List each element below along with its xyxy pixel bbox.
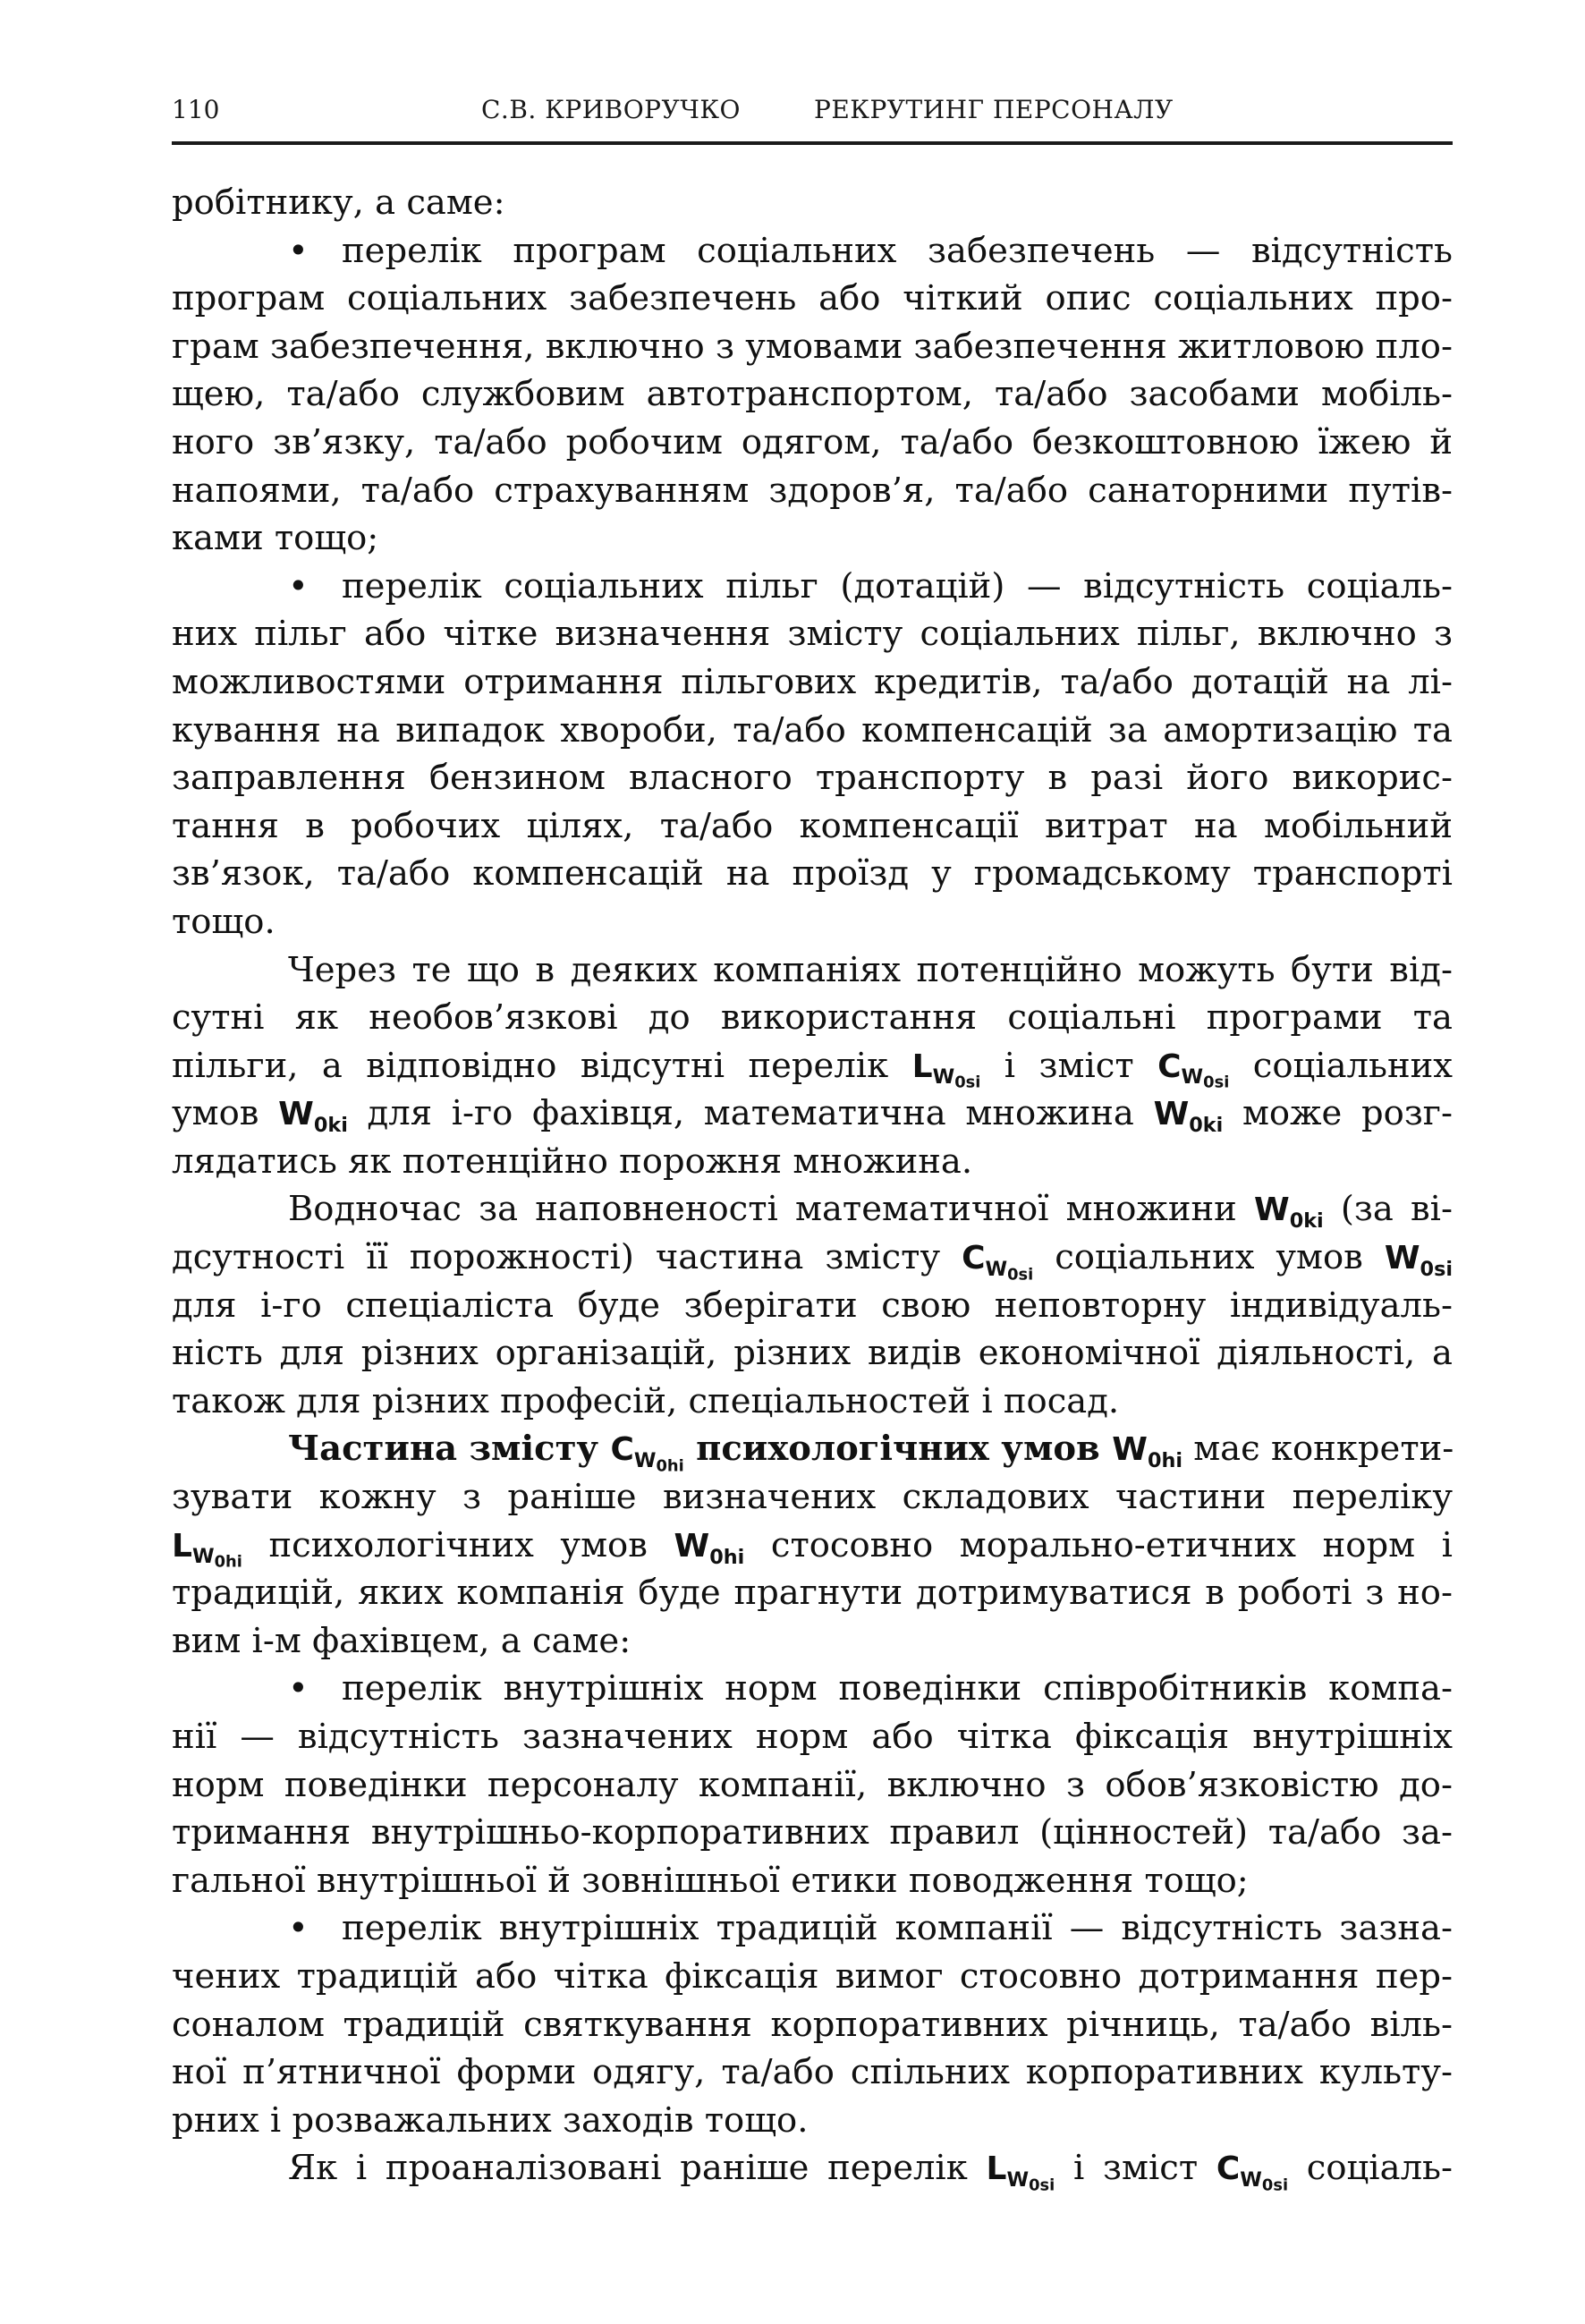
text-line: також для різних професій, спеціальностей і посад. <box>172 1380 1120 1421</box>
header-book-title: РЕКРУТИНГ ПЕРСОНАЛУ <box>814 95 1174 124</box>
text-line: перелік програм соціальних забезпечень — відсутність <box>342 230 1453 271</box>
running-header <box>172 91 1453 145</box>
math-symbol-W0ki: $W_{0ki}$ <box>1253 1192 1324 1234</box>
math-symbol-W0hi: $W_{0hi}$ <box>674 1527 745 1569</box>
math-symbol-W0ki: $W_{0ki}$ <box>1153 1096 1224 1138</box>
bullet-icon: • <box>288 1908 309 1949</box>
text-line: гальної внутрішньої й зовнішньої етики поводження тощо; <box>172 1860 1249 1901</box>
text-line: сутні як необов’язкові до використання соціальні програми та <box>172 997 1453 1039</box>
text-line: Водночас за наповненості математичної множини $W_{0ki}$ (за ві- <box>288 1189 1453 1234</box>
text-line: чених традицій або чітка фіксація вимог стосовно дотримання пер- <box>172 1955 1453 1997</box>
text-line: $L_{W_{0hi}}$ психологічних умов $W_{0hi}$ стосовно морально-етичних норм і <box>172 1524 1453 1572</box>
text-line: пільги, а відповідно відсутні перелік $L_{W_{0si}}$ і зміст $C_{W_{0si}}$ соціальних <box>172 1045 1453 1092</box>
text-line: умов $W_{0ki}$ для і-го фахівця, математична множина $W_{0ki}$ може розг- <box>172 1093 1453 1138</box>
bullet-item <box>172 563 1453 611</box>
text-line: вим і-м фахівцем, а саме: <box>172 1620 631 1661</box>
math-symbol-L-W0si: $L_{W_{0si}}$ <box>986 2150 1055 2195</box>
text-line: норм поведінки персоналу компанії, включно з обов’язковістю до- <box>172 1764 1453 1805</box>
bullet-icon: • <box>288 1668 309 1709</box>
text-line: робітнику, а саме: <box>172 182 505 223</box>
text-line: програм соціальних забезпечень або чіткий опис соціальних про- <box>172 278 1453 319</box>
math-symbol-C-W0hi: $C_{W_{0hi}}$ <box>610 1431 684 1476</box>
text-line: можливостями отримання пільгових кредитів, та/або дотацій на лі- <box>172 661 1453 702</box>
text-line: для і-го спеціаліста буде зберігати свою неповторну індивідуаль- <box>172 1285 1453 1326</box>
text-line: традицій, яких компанія буде прагнути дотримуватися в роботі з но- <box>172 1573 1453 1614</box>
text-line: тощо. <box>172 901 275 942</box>
text-line: лядатись як потенційно порожня множина. <box>172 1141 973 1182</box>
header-author: С.В. КРИВОРУЧКО <box>481 95 742 124</box>
text-line: нії — відсутність зазначених норм або чітка фіксація внутрішніх <box>172 1717 1453 1757</box>
bold-lead: психологічних умов <box>683 1429 1113 1470</box>
bullet-icon: • <box>288 230 309 271</box>
text-line: ного зв’язку, та/або робочим одягом, та/або безкоштовною їжею й <box>172 421 1453 462</box>
text-line: ками тощо; <box>172 518 379 559</box>
math-symbol-W0si: $W_{0si}$ <box>1384 1240 1454 1281</box>
math-symbol-L-W0hi: $L_{W_{0hi}}$ <box>172 1527 242 1572</box>
math-symbol-C-W0si: $C_{W_{0si}}$ <box>1157 1047 1230 1092</box>
math-symbol-L-W0si: $L_{W_{0si}}$ <box>911 1047 981 1092</box>
math-symbol-W0ki: $W_{0ki}$ <box>278 1096 348 1138</box>
text-line: них пільг або чітке визначення змісту соціальних пільг, включно з <box>172 614 1453 655</box>
text-line: Частина змісту $C_{W_{0hi}}$ психологічних умов $W_{0hi}$ має конкрети- <box>288 1429 1454 1476</box>
text-line: тримання внутрішньо-корпоративних правил (цінностей) та/або за- <box>172 1812 1453 1853</box>
text-line: кування на випадок хвороби, та/або компенсацій за амортизацію та <box>172 709 1453 751</box>
text-line: заправлення бензином власного транспорту в разі його викорис- <box>172 758 1453 799</box>
bullet-item <box>172 1904 1453 1953</box>
text-line: грам забезпечення, включно з умовами забезпечення житловою пло- <box>172 326 1453 367</box>
text-line: дсутності її порожності) частина змісту $C_{W_{0si}}$ соціальних умов $W_{0si}$ <box>172 1237 1454 1285</box>
text-line: зв’язок, та/або компенсацій на проїзд у громадському транспорті <box>172 853 1453 895</box>
text-line: щею, та/або службовим автотранспортом, та/або засобами мобіль- <box>172 374 1453 415</box>
text-line: рних і розважальних заходів тощо. <box>172 2099 809 2141</box>
math-symbol-C-W0si: $C_{W_{0si}}$ <box>962 1240 1034 1285</box>
text-line: зувати кожну з раніше визначених складових частини переліку <box>172 1477 1453 1518</box>
bullet-item <box>172 1665 1453 1713</box>
text-line: тання в робочих цілях, та/або компенсації витрат на мобільний <box>172 805 1453 846</box>
text-line: перелік соціальних пільг (дотацій) — відсутність соціаль- <box>342 565 1453 606</box>
page-body <box>172 179 1453 2193</box>
page-number: 110 <box>172 95 220 124</box>
text-line: напоями, та/або страхуванням здоров’я, та/або санаторними путів- <box>172 470 1453 511</box>
math-symbol-W0hi: $W_{0hi}$ <box>1112 1431 1182 1473</box>
bullet-icon: • <box>288 565 309 606</box>
math-symbol-C-W0si: $C_{W_{0si}}$ <box>1216 2150 1289 2195</box>
text-line: ність для різних організацій, різних видів економічної діяльності, а <box>172 1333 1453 1374</box>
bullet-item <box>172 227 1453 276</box>
bold-lead: Частина змісту <box>288 1429 611 1470</box>
text-line: Як і проаналізовані раніше перелік $L_{W_{0si}}$ і зміст $C_{W_{0si}}$ соціаль- <box>288 2148 1453 2195</box>
text-line: ної п’ятничної форми одягу, та/або спільних корпоративних культу- <box>172 2052 1453 2093</box>
text-line: соналом традицій святкування корпоративних річниць, та/або віль- <box>172 2004 1453 2045</box>
text-line: Через те що в деяких компаніях потенційно можуть бути від- <box>288 949 1453 990</box>
text-line: перелік внутрішніх традицій компанії — відсутність зазна- <box>342 1908 1453 1949</box>
text-line: перелік внутрішніх норм поведінки співробітників компа- <box>342 1668 1453 1709</box>
